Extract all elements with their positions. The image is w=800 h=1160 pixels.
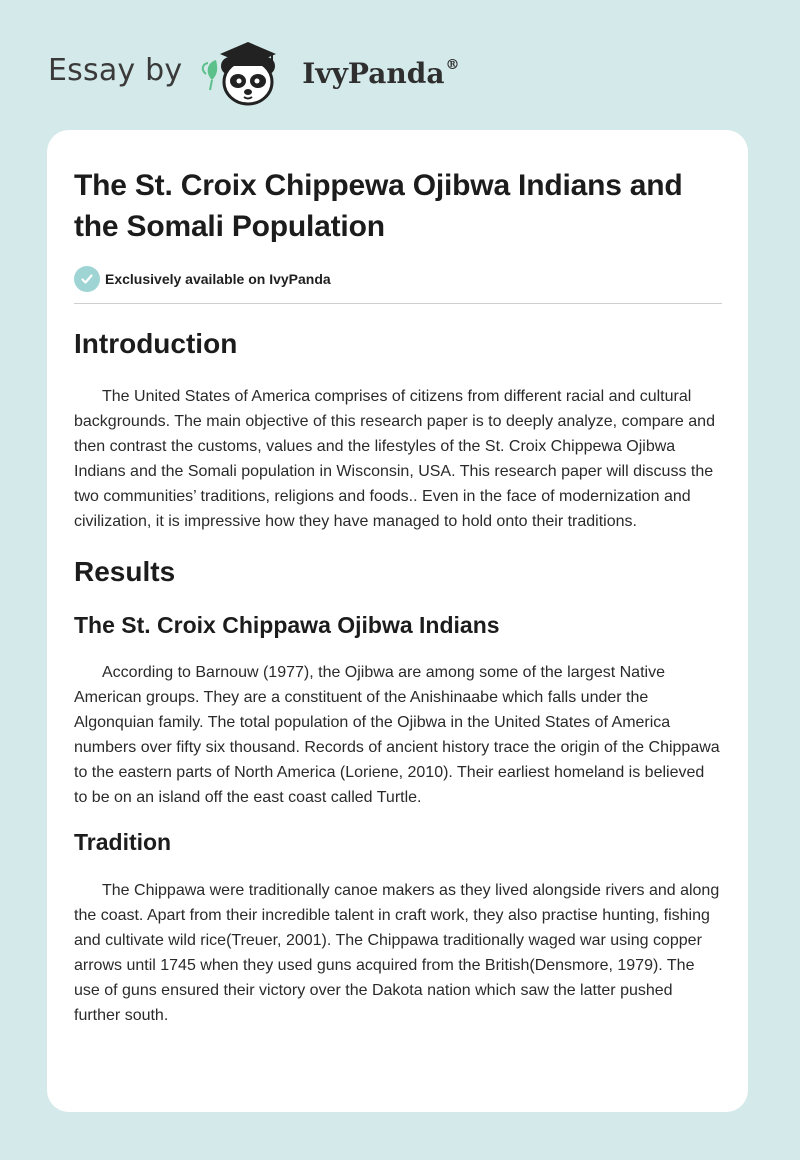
brand-name-text: IvyPanda bbox=[302, 56, 445, 90]
document-title: The St. Croix Chippewa Ojibwa Indians and the Somali Population bbox=[74, 169, 683, 243]
checkmark-icon bbox=[74, 266, 100, 292]
chippawa-heading: The St. Croix Chippawa Ojibwa Indians bbox=[74, 612, 500, 638]
tradition-heading: Tradition bbox=[74, 829, 172, 855]
exclusive-badge bbox=[74, 266, 722, 292]
divider bbox=[74, 303, 722, 304]
results-heading: Results bbox=[74, 556, 176, 587]
brand-name[interactable] bbox=[302, 57, 459, 90]
introduction-heading: Introduction bbox=[74, 328, 238, 359]
document-card bbox=[47, 130, 748, 1112]
chippawa-paragraph: According to Barnouw (1977), the Ojibwa are among some of the largest Native American groups. They are a constituent of the Anishinaabe which falls under the Algonquian family. The total population of the Ojibwa in the United States of America numbers over fifty six thousand. Records of ancient history trace the origin of the Chippawa to the eastern parts of North America (Loriene, 2010). Their earliest homeland is believed to be on an island off the east coast called Turtle. bbox=[74, 664, 720, 806]
registered-mark: ® bbox=[445, 56, 460, 73]
site-header bbox=[48, 36, 459, 108]
introduction-paragraph: The United States of America comprises of citizens from different racial and cultural backgrounds. The main objective of this research paper is to deeply analyze, compare and then contrast the customs, values and the lifestyles of the St. Croix Chippewa Ojibwa Indians and the Somali population in Wisconsin, USA. This research paper will discuss the two communities’ traditions, religions and foods.. Even in the face of modernization and civilization, it is impressive how they have managed to hold onto their traditions. bbox=[74, 388, 715, 530]
panda-logo-icon[interactable] bbox=[200, 36, 296, 108]
brand-prefix: Essay by bbox=[48, 52, 183, 88]
tradition-paragraph: The Chippawa were traditionally canoe makers as they lived alongside rivers and along the coast. Apart from their incredible talent in craft work, they also practise hunting, fishing and cultivate wild rice(Treuer, 2001). The Chippawa traditionally waged war using copper arrows until 1745 when they used guns acquired from the British(Densmore, 1979). The use of guns ensured their victory over the Dakota nation which saw the latter pushed further south. bbox=[74, 882, 720, 1024]
exclusive-badge-label: Exclusively available on IvyPanda bbox=[105, 271, 331, 287]
